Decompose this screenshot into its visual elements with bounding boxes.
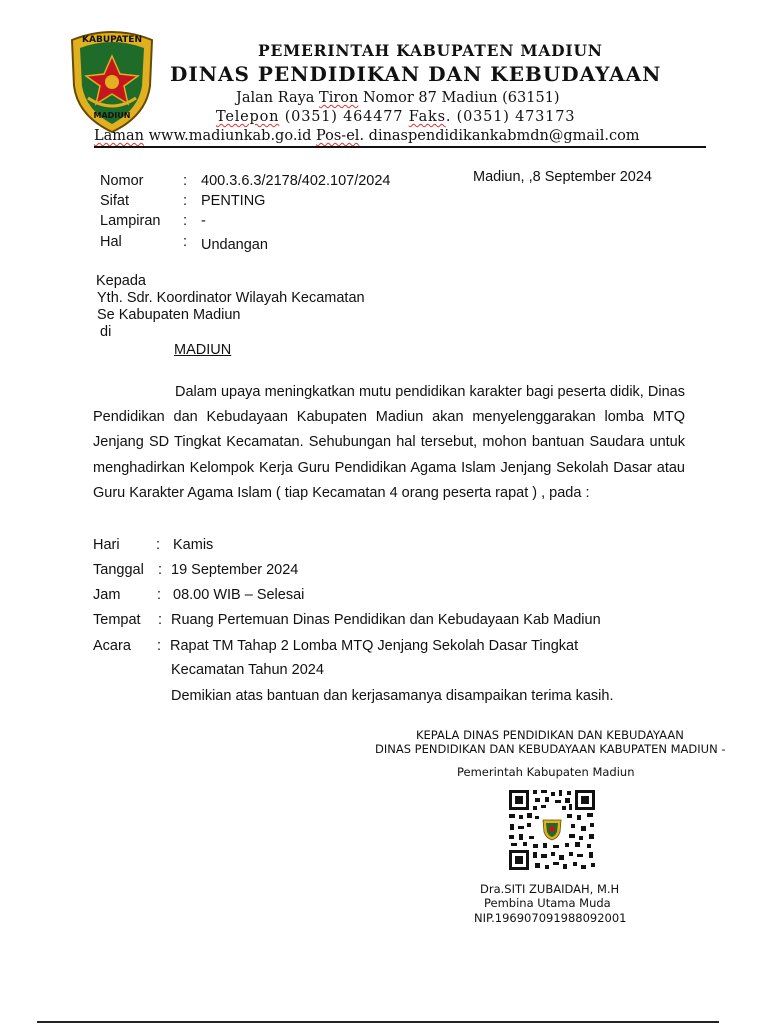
meta-colon: : xyxy=(183,173,188,189)
detail-value-acara-cont: Kecamatan Tahun 2024 xyxy=(171,662,324,678)
letter-date: Madiun, ,8 September 2024 xyxy=(473,169,652,185)
body-paragraph: Dalam upaya meningkatkan mutu pendidikan karakter bagi peserta didik, Dinas Pendidikan dan Kebudayaan Kabupaten Madiun akan menyelenggarakan lomba MTQ Jenjang SD Tingkat Kecamatan. Sehubungan hal tersebut, mohon bantuan Saudara untuk menghadirkan Kelompok Kerja Guru Pendidikan Agama Islam Jenjang Sekolah Dasar atau Guru Karakter Agama Islam ( tiap Kecamatan 4 orang peserta rapat ) , pada : xyxy=(93,384,685,501)
detail-label-jam: Jam xyxy=(93,587,121,603)
recipient-di: di xyxy=(100,324,112,340)
detail-colon: : xyxy=(158,562,163,578)
meta-colon: : xyxy=(183,193,188,209)
detail-label-hari: Hari xyxy=(93,537,120,553)
detail-value-tempat: Ruang Pertemuan Dinas Pendidikan dan Kebudayaan Kab Madiun xyxy=(171,612,601,628)
detail-label-acara: Acara xyxy=(93,638,131,654)
detail-colon: : xyxy=(157,638,162,654)
detail-value-jam: 08.00 WIB – Selesai xyxy=(173,587,305,603)
svg-text:MADIUN: MADIUN xyxy=(93,111,131,120)
closing-sentence: Demikian atas bantuan dan kerjasamanya disampaikan terima kasih. xyxy=(171,688,614,704)
detail-value-acara: Rapat TM Tahap 2 Lomba MTQ Jenjang Sekolah Dasar Tingkat xyxy=(170,638,579,654)
recipient-se: Se Kabupaten Madiun xyxy=(97,307,241,323)
qr-code xyxy=(507,788,597,872)
meta-label-nomor: Nomor xyxy=(100,173,144,189)
detail-value-tanggal: 19 September 2024 xyxy=(171,562,299,578)
meta-label-sifat: Sifat xyxy=(100,193,130,209)
signature-org: Pemerintah Kabupaten Madiun xyxy=(457,765,635,779)
meta-value-lampiran: - xyxy=(201,213,206,229)
letterhead-government: PEMERINTAH KABUPATEN MADIUN xyxy=(258,41,603,60)
signer-name: Dra.SITI ZUBAIDAH, M.H xyxy=(480,882,620,896)
letterhead-agency: DINAS PENDIDIKAN DAN KEBUDAYAAN xyxy=(170,62,662,86)
meta-value-hal: Undangan xyxy=(201,237,268,253)
letterhead-phone: Telepon (0351) 464477 Faks. (0351) 473173 xyxy=(216,109,576,125)
meta-value-nomor: 400.3.6.3/2178/402.107/2024 xyxy=(201,173,391,189)
regency-logo xyxy=(66,26,158,136)
detail-colon: : xyxy=(156,537,161,553)
meta-label-lampiran: Lampiran xyxy=(100,213,161,229)
letterhead-address: Jalan Raya Tiron Nomor 87 Madiun (63151) xyxy=(236,90,560,106)
svg-text:KABUPATEN: KABUPATEN xyxy=(82,35,142,45)
meta-colon: : xyxy=(183,213,188,229)
detail-value-hari: Kamis xyxy=(173,537,214,553)
letterhead-divider xyxy=(94,146,706,148)
signer-rank: Pembina Utama Muda xyxy=(484,896,611,910)
signature-title-2: DINAS PENDIDIKAN DAN KEBUDAYAAN KABUPATEN MADIUN - xyxy=(375,742,726,756)
detail-colon: : xyxy=(158,612,163,628)
signature-title-1: KEPALA DINAS PENDIDIKAN DAN KEBUDAYAAN xyxy=(416,728,684,742)
meta-label-hal: Hal xyxy=(100,234,122,250)
meta-colon: : xyxy=(183,234,188,250)
recipient-kepada: Kepada xyxy=(96,273,146,289)
detail-label-tempat: Tempat xyxy=(93,612,141,628)
letterhead-web: Laman www.madiunkab.go.id Pos-el. dinaspendidikankabmdn@gmail.com xyxy=(94,128,640,144)
recipient-yth: Yth. Sdr. Koordinator Wilayah Kecamatan xyxy=(97,290,365,306)
detail-label-tanggal: Tanggal xyxy=(93,562,144,578)
recipient-city: MADIUN xyxy=(174,342,232,358)
meta-value-sifat: PENTING xyxy=(201,193,266,209)
detail-colon: : xyxy=(157,587,162,603)
signer-nip: NIP.196907091988092001 xyxy=(474,911,627,925)
footer-line xyxy=(37,1021,719,1023)
